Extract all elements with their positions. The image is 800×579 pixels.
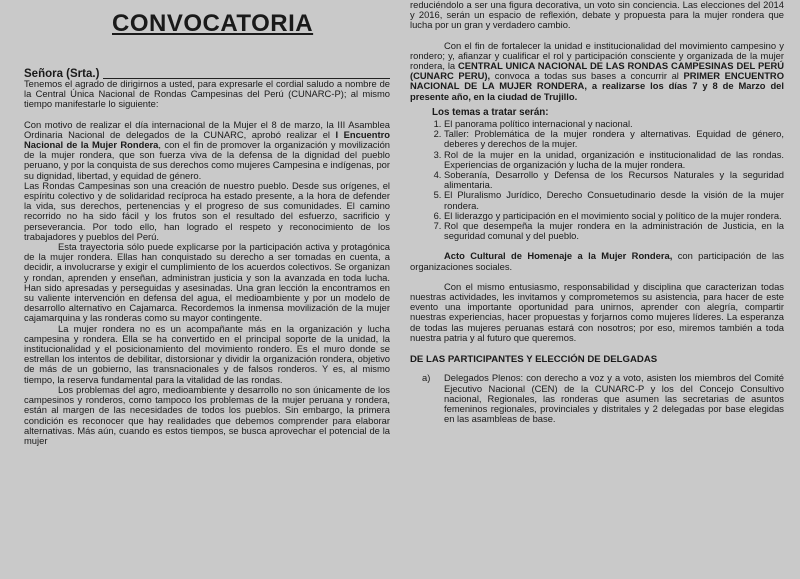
event-name: I Encuentro Nacional de la Mujer Rondera bbox=[24, 128, 390, 151]
paragraph-3: Esta trayectoria sólo puede explicarse por la participación activa y protagónica de la mujer rondera. Ellas han conquistado su derecho a ser tomadas en cuenta, a decidir, a involucrarse y exigir el cumplimiento de los acuerdos colectivos. Se organizan y rondan, aprenden y enseñan, administran justicia y son la avanzada en toda lucha. Han sido apresadas y perseguidas y asesinadas. Una gran lección la encontramos en su valiente intervención en defensa del agua, el medioambiente y por un modelo de desarrollo alternativo en Cajamarca. Recordemos la inmensa movilización de la mujer cajamarquina y las ronderas como su mayor contingente. bbox=[24, 241, 390, 324]
list-item: 5. El Pluralismo Jurídico, Derecho Consuetudinario desde la visión de la mujer rondera. bbox=[444, 190, 784, 210]
page-title: CONVOCATORIA bbox=[112, 10, 314, 37]
continued-paragraph: reduciéndolo a ser una figura decorativa, un voto sin conciencia. Las elecciones del 2014 y 2016, serán un espacio de reflexión, debate y propuesta para la mujer rondera que lucha por un gran y verdadero cambio. bbox=[410, 0, 784, 31]
section-heading: DE LAS PARTICIPANTES Y ELECCIÓN DE DELGADAS bbox=[410, 354, 658, 366]
list-item-a bbox=[410, 373, 784, 424]
salutation-label: Señora (Srta.) bbox=[24, 67, 100, 80]
list-label: a) bbox=[422, 372, 431, 384]
list-item: 7. Rol que desempeña la mujer rondera en la administración de Justicia, en la seguridad comunal y del pueblo. bbox=[444, 221, 784, 241]
paragraph-2: Las Rondas Campesinas son una creación de nuestro pueblo. Desde sus orígenes, el espíritu colectivo y de solidaridad recíproca ha estado presente, a la hora de defender la vida, sus derechos, pertenencias y el progreso de sus comunidades. El camino recorrido no ha sido fácil y los frutos son el resultado del esfuerzo, sacrificio y perseverancia. Por todo ello, han logrado el respeto y reconocimiento de los trabajadores y pueblos del Perú. bbox=[24, 179, 390, 242]
paragraph-1: Con motivo de realizar el día internacional de la Mujer el 8 de marzo, la III Asamblea Ordinaria Nacional de delegados de la CUNARC, aprobó realizar el I Encuentro Nacional de la Mujer Rondera, con el fin de promover la organización y movilización de la mujer rondera, que son fuerza viva de la defensa de la dignidad del pueblo peruano, y por la conquista de sus derechos como mujeres Campesina e indígenas, por su dignidad, libertad, y equidad de género. bbox=[24, 118, 390, 181]
list-item: 1. El panorama político internacional y nacional. bbox=[444, 119, 784, 129]
paragraph-4: La mujer rondera no es un acompañante más en la organización y lucha campesina y rondera. Ella se ha convertido en el principal soporte de la unidad, la institucionalidad y el posicionamiento del movimiento rondero. Es el muro donde se estrellan los intentos de debilitar, distorsionar y dividir la organización rondera, objetivo de más de un gobierno, las transnacionales y de falsos ronderos. Y es, al mismo tiempo, la reserva fundamental para la vitalidad de las rondas. bbox=[24, 322, 390, 385]
list-item: 3. Rol de la mujer en la unidad, organización e institucionalidad de las rondas. Experiencias de organización y lucha de la mujer rondera. bbox=[444, 150, 784, 170]
list-item: 6. El liderazgo y participación en el movimiento social y político de la mujer rondera. bbox=[444, 211, 784, 221]
cultural-act: Acto Cultural de Homenaje a la Mujer Rondera, con participación de las organizaciones sociales. bbox=[410, 250, 784, 272]
list-item: 2. Taller: Problemática de la mujer rondera y alternativas. Equidad de género, deberes y derechos de la mujer. bbox=[444, 129, 784, 149]
left-column bbox=[24, 0, 390, 579]
paragraph-6: Con el fin de fortalecer la unidad e institucionalidad del movimiento campesino y rondero; y, afianzar y cualificar el rol y participación consciente y organizada de la mujer rondera, la CENTRAL UNICA NACIONAL DE LAS RONDAS CAMPESINAS DEL PERÚ (CUNARC PERU), convoca a todas sus bases a concurrir al PRIMER ENCUENTRO NACIONAL DE LA MUJER RONDERA, a realizarse los días 7 y 8 de Marzo del presente año, en la ciudad de Trujillo. bbox=[410, 39, 784, 102]
topics-list bbox=[410, 119, 784, 241]
intro-paragraph: Tenemos el agrado de dirigirnos a usted, para expresarle el cordial saludo a nombre de la Central Única Nacional de Rondas Campesinas del Perú (CUNARC-P); al mismo tiempo manifestarle lo siguiente: bbox=[24, 78, 390, 110]
paragraph-5: Los problemas del agro, medioambiente y desarrollo no son únicamente de los campesinos y ronderos, como tampoco los problemas de la mujer peruana y rondera, están al margen de las necesidades de todos los pueblos. Sin embargo, la primera condición es reconocer que hay realidades que debemos comprender para elaborar alternativas. Más aún, cuando es estos tiempos, se busca aprovechar el potencial de la mujer bbox=[24, 383, 390, 446]
list-item: 4. Soberanía, Desarrollo y Defensa de los Recursos Naturales y la seguridad alimentaria. bbox=[444, 170, 784, 190]
paragraph-7: Con el mismo entusiasmo, responsabilidad y disciplina que caracterizan todas nuestras actividades, les invitamos y comprometemos su asistencia, para hacer de este evento una importante oportunidad para unirnos, aprender con alegría, compartir nuestras experiencias, hacer propuestas y forjarnos como mujeres líderes. La esperanza de todas las mujeres peruanas estará con nosotros; por eso, miremos también a toda nuestra patria y al futuro que queremos. bbox=[410, 280, 784, 343]
list-text: Delegados Plenos: con derecho a voz y a voto, asisten los miembros del Comité Ejecutivo Nacional (CEN) de la CUNARC-P y los del Concejo Consultivo nacional, Regionales, las ronderas que asumen las secretarias de asuntos femeninos regionales, provinciales y distritales y 2 delegadas por base elegidas en las asambleas de base. bbox=[444, 372, 784, 425]
topics-heading: Los temas a tratar serán: bbox=[432, 106, 549, 118]
right-column bbox=[410, 0, 784, 579]
